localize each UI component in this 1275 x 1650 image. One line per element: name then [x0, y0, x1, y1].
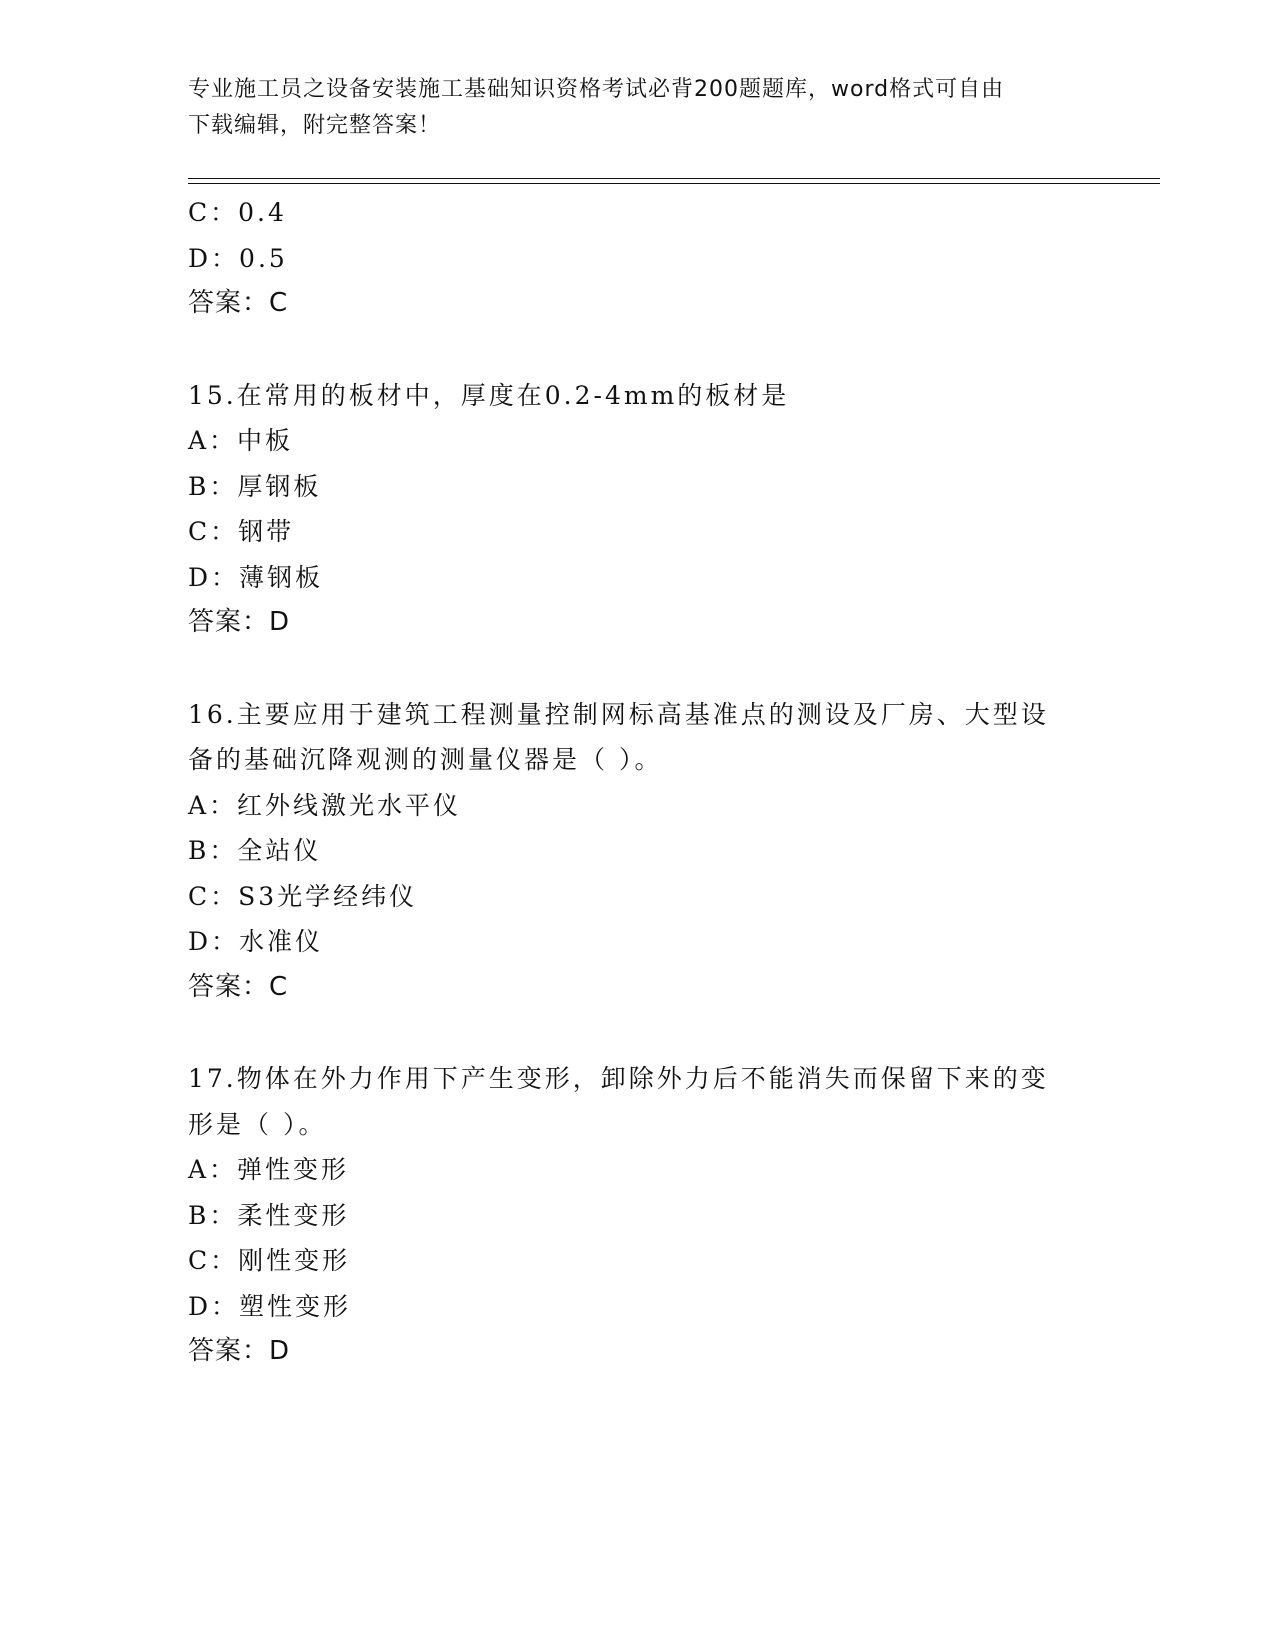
question-text-line-2: 备的基础沉降观测的测量仪器是（ ）。	[188, 745, 663, 774]
header-divider-bottom	[188, 183, 1160, 184]
spacer	[188, 1010, 1088, 1056]
option-a: A：红外线激光水平仪	[188, 790, 462, 820]
header-divider-top	[188, 178, 1160, 179]
question-text: 15.在常用的板材中，厚度在0.2-4mm的板材是	[188, 380, 790, 410]
answer-line: 答案：D	[188, 1336, 291, 1366]
option-b: B：全站仪	[188, 836, 322, 865]
question-text-line-1: 16.主要应用于建筑工程测量控制网标高基准点的测设及厂房、大型设	[188, 699, 1049, 729]
option-c: C：0.4	[188, 198, 287, 227]
option-b: B：柔性变形	[188, 1200, 350, 1230]
header-line-2: 下载编辑，附完整答案！	[188, 113, 442, 138]
question-17	[188, 1056, 1088, 1375]
option-b: B：厚钢板	[188, 471, 322, 501]
option-d: D：塑性变形	[188, 1291, 352, 1321]
option-c: C：S3光学经纬仪	[188, 881, 418, 911]
header-line-1: 专业施工员之设备安装施工基础知识资格考试必背200题题库，word格式可自由	[188, 77, 1005, 102]
option-c: C：钢带	[188, 517, 295, 546]
answer-line: 答案：C	[188, 288, 289, 318]
question-15	[188, 373, 1088, 646]
partial-question	[188, 190, 1088, 327]
option-d: D：水准仪	[188, 927, 324, 956]
option-d: D：0.5	[188, 243, 288, 273]
answer-line: 答案：C	[188, 971, 289, 1002]
question-16	[188, 692, 1088, 1011]
spacer	[188, 646, 1088, 692]
option-c: C：刚性变形	[188, 1246, 351, 1275]
answer-line: 答案：D	[188, 607, 291, 637]
document-header	[188, 72, 1078, 144]
spacer	[188, 327, 1088, 373]
question-text-line-2: 形是（ ）。	[188, 1109, 327, 1139]
question-list	[188, 190, 1088, 1375]
question-text-line-1: 17.物体在外力作用下产生变形，卸除外力后不能消失而保留下来的变	[188, 1064, 1049, 1093]
option-d: D：薄钢板	[188, 562, 324, 592]
option-a: A：弹性变形	[188, 1155, 350, 1184]
option-a: A：中板	[188, 426, 294, 455]
